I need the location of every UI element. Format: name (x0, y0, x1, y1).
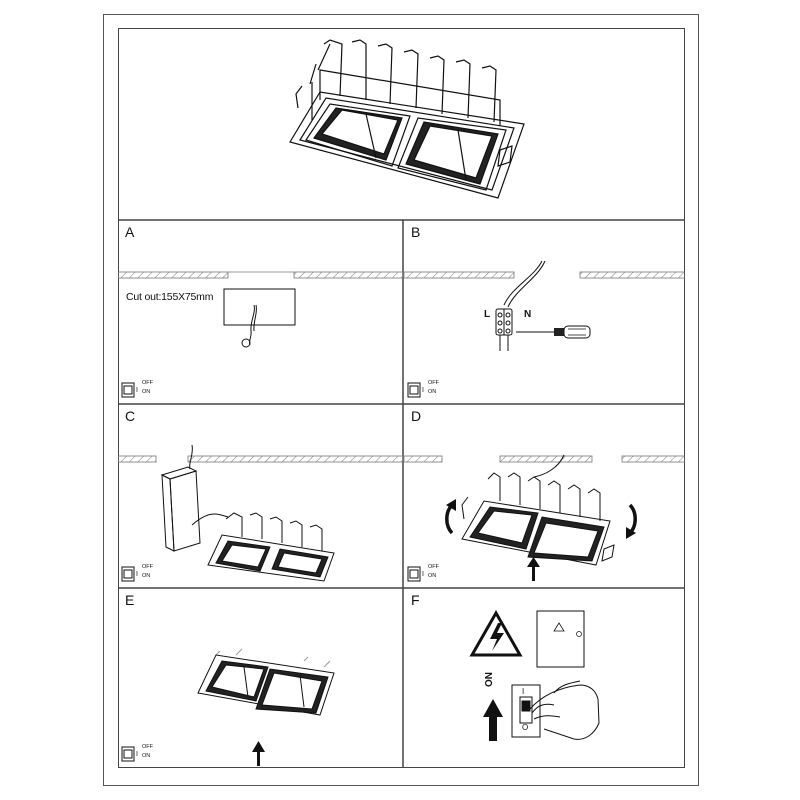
step-b-label: B (411, 224, 421, 240)
step-b-panel (404, 221, 685, 404)
downlight-hero-illustration (0, 0, 800, 220)
power-switch-icon: OFF I ON (407, 380, 443, 400)
up-arrow-icon (527, 557, 540, 581)
ceiling-cross-section (118, 456, 403, 462)
live-wire-label: L (484, 309, 491, 320)
step-e-panel (118, 589, 403, 768)
ceiling-cross-section (404, 456, 685, 462)
step-d-label: D (411, 408, 422, 424)
installed-downlight-drawing (198, 649, 334, 715)
power-switch-icon: OFF I ON (121, 744, 157, 764)
ceiling-cross-section (118, 272, 403, 278)
cutout-size-text: Cut out:155X75mm (126, 291, 214, 303)
on-label: ON (484, 672, 495, 687)
high-voltage-warning-icon (472, 613, 520, 655)
step-a-panel (118, 221, 403, 404)
step-e-label: E (125, 592, 135, 608)
neutral-wire-label: N (524, 309, 532, 320)
step-a-label: A (125, 224, 135, 240)
step-f-label: F (411, 592, 420, 608)
step-c-label: C (125, 408, 136, 424)
downlight-drawing (208, 513, 334, 581)
switch-off-mark: O (522, 723, 529, 732)
step-c-panel (118, 405, 403, 588)
rotate-icon (626, 505, 636, 539)
step-f-panel (404, 589, 685, 768)
ceiling-cross-section (404, 272, 685, 278)
switch-on-mark: I (522, 687, 525, 696)
rotate-icon (446, 499, 456, 533)
cable-drawing (242, 305, 256, 347)
breaker-panel (537, 611, 584, 667)
up-arrow-icon (252, 741, 265, 766)
power-switch-icon: OFF I ON (407, 564, 443, 584)
downlight-drawing (462, 455, 614, 565)
power-switch-icon: OFF I ON (121, 380, 157, 400)
up-arrow-icon (483, 699, 503, 741)
screwdriver-icon (516, 326, 590, 338)
power-switch-icon: OFF I ON (121, 564, 157, 584)
cutout-rectangle (224, 289, 295, 325)
step-d-panel (404, 405, 685, 588)
